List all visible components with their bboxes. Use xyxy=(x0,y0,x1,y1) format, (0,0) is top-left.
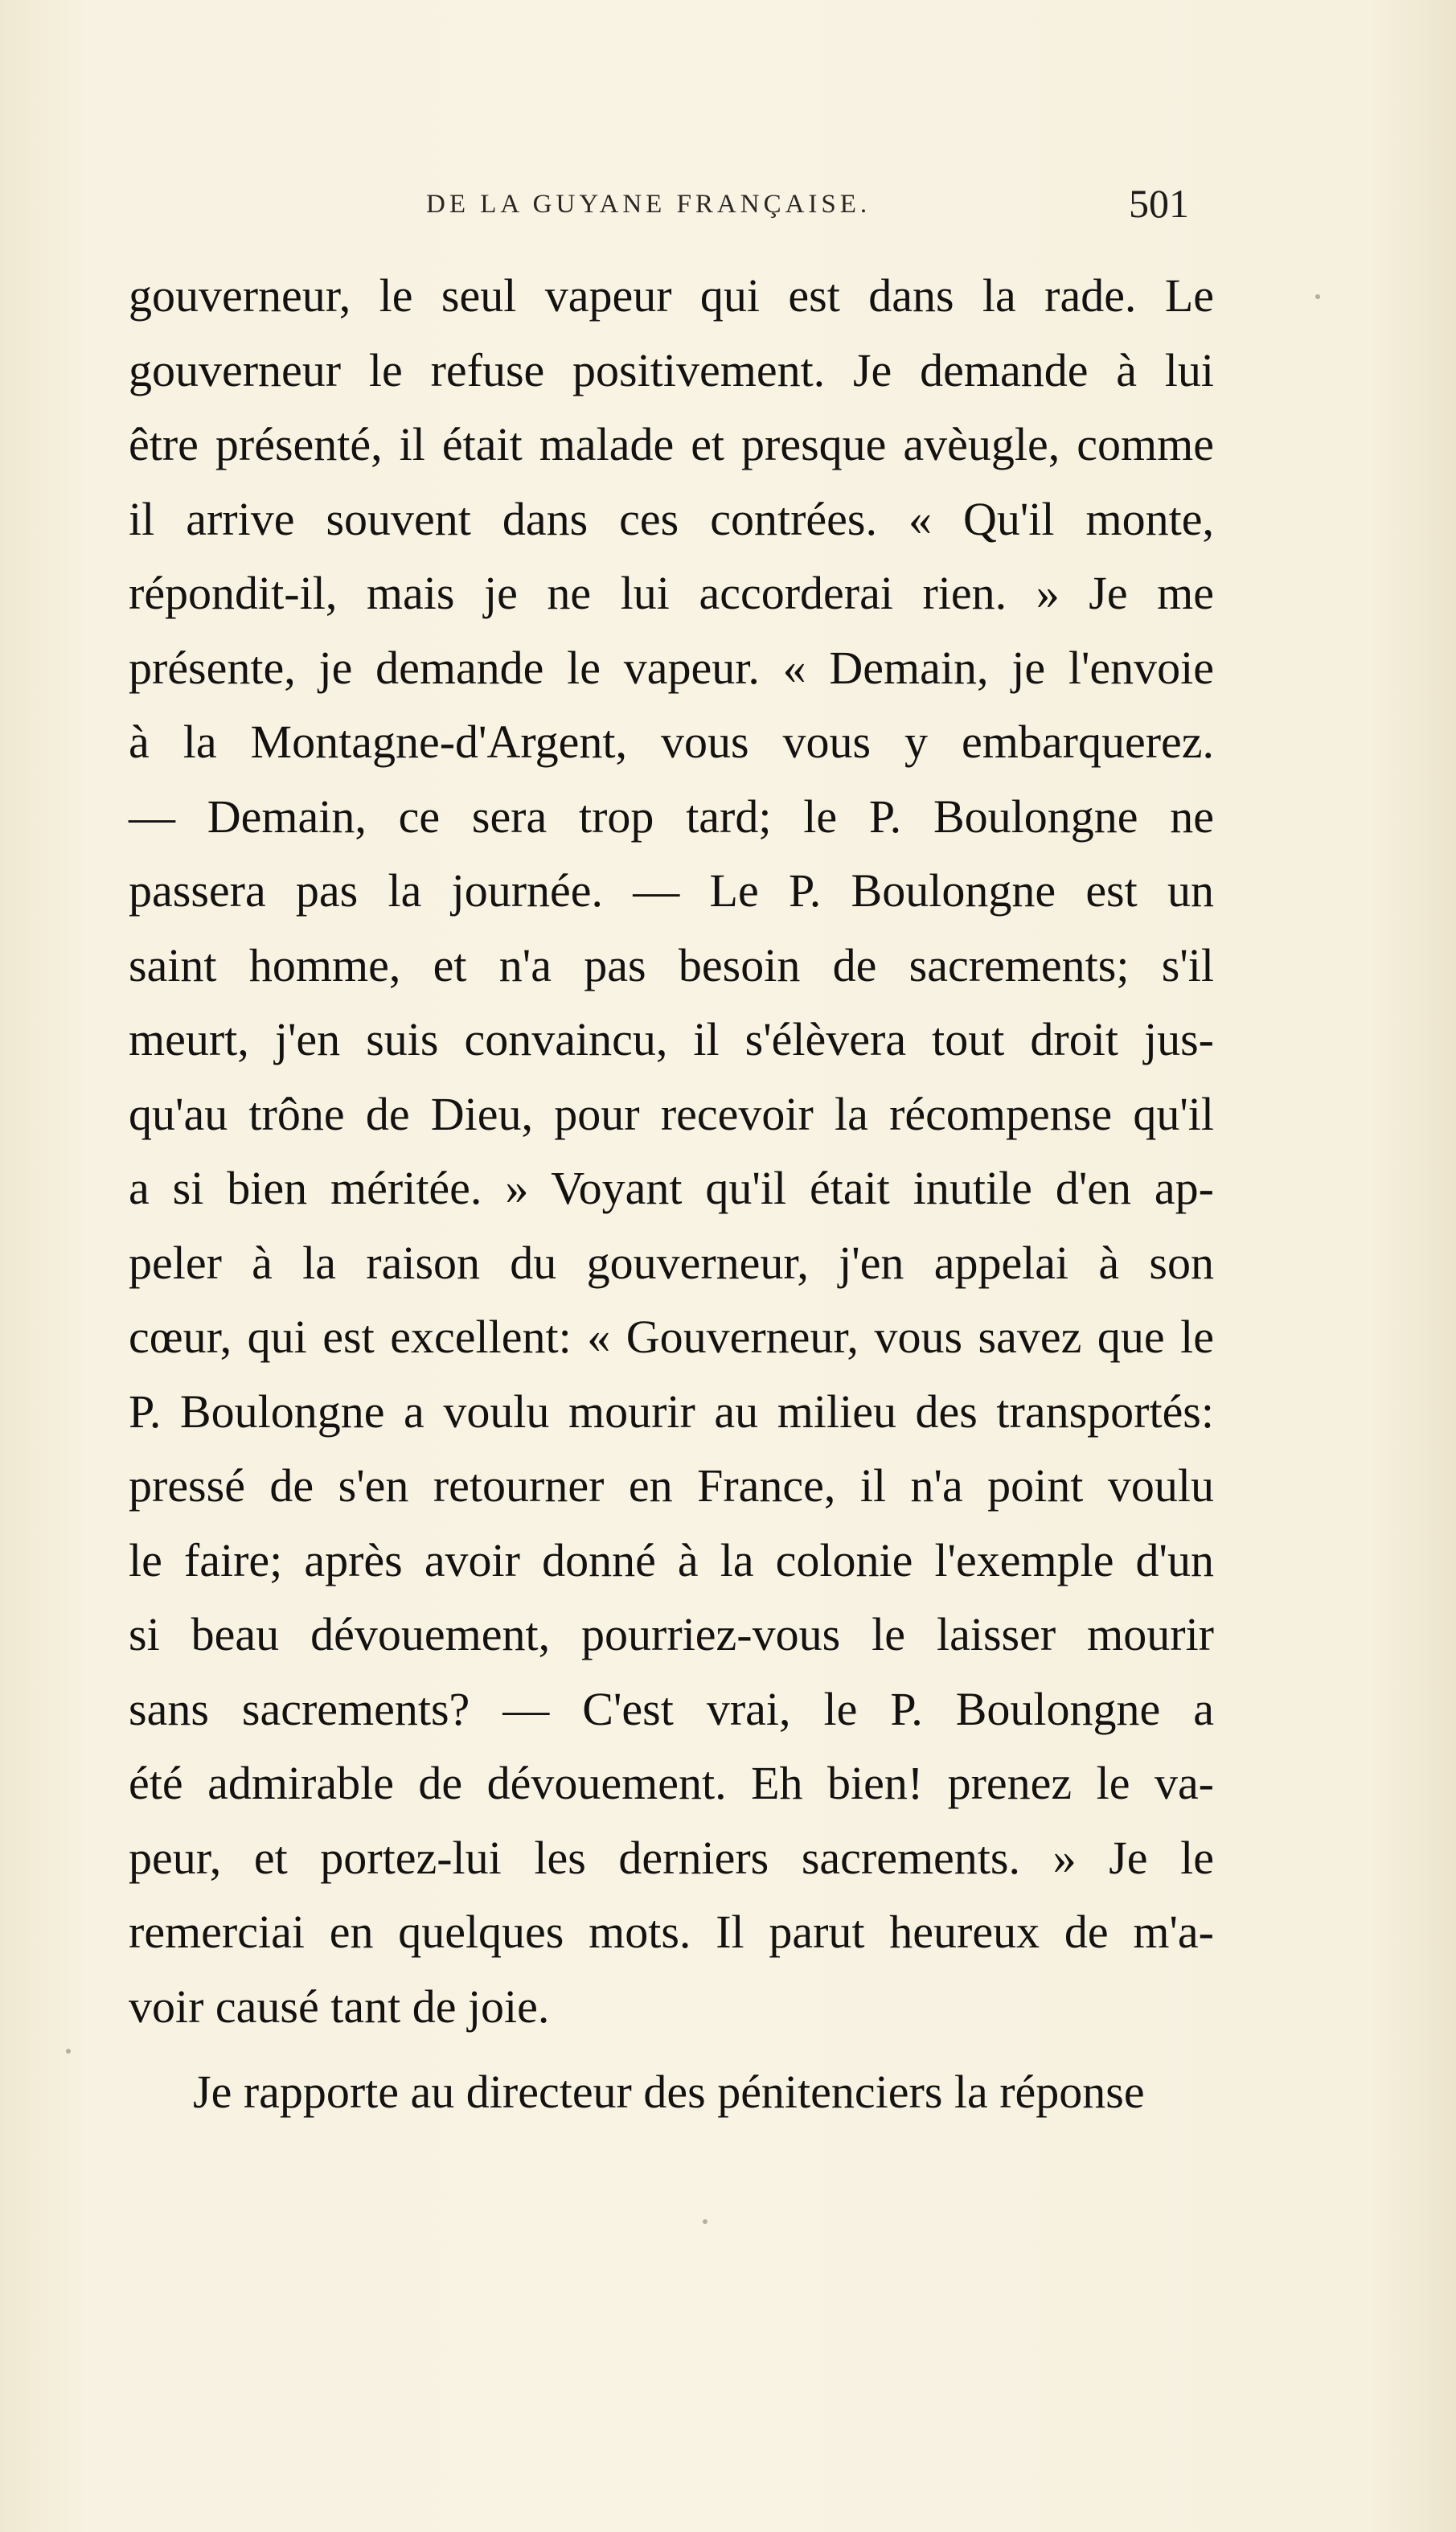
paragraph-first-line: Je rapporte au directeur des pénitenciers la réponse xyxy=(193,2066,1145,2118)
text-line: voir causé tant de joie. xyxy=(129,1980,550,2033)
paper-speck xyxy=(703,2219,707,2224)
paper-speck xyxy=(1315,294,1320,299)
text-line: il arrive souvent dans ces contrées. « Qu'il monte, xyxy=(129,492,1214,545)
text-line: le faire; après avoir donné à la colonie l'exemple d'un xyxy=(129,1533,1214,1586)
text-line: été admirable de dévouement. Eh bien! prenez le va- xyxy=(129,1757,1214,1809)
text-line: a si bien méritée. » Voyant qu'il était inutile d'en ap- xyxy=(129,1162,1214,1214)
text-line: peur, et portez-lui les derniers sacrements. » Je le xyxy=(129,1831,1214,1884)
text-line: pressé de s'en retourner en France, il n'a point voulu xyxy=(129,1459,1214,1512)
text-line: remerciai en quelques mots. Il parut heureux de m'a- xyxy=(129,1906,1214,1958)
paper-speck xyxy=(66,2049,71,2054)
running-title: DE LA GUYANE FRANÇAISE. xyxy=(426,190,872,219)
text-line: saint homme, et n'a pas besoin de sacrements; s'il xyxy=(129,938,1214,991)
text-line: meurt, j'en suis convaincu, il s'élèvera tout droit jus- xyxy=(129,1013,1214,1065)
text-line: gouverneur, le seul vapeur qui est dans la rade. Le xyxy=(129,269,1214,322)
text-line: peler à la raison du gouverneur, j'en appelai à son xyxy=(129,1236,1214,1289)
page-number: 501 xyxy=(1129,181,1189,226)
text-line: à la Montagne-d'Argent, vous vous y embarquerez. xyxy=(129,716,1214,768)
text-line: si beau dévouement, pourriez-vous le laisser mourir xyxy=(129,1608,1214,1660)
text-line: gouverneur le refuse positivement. Je demande à lui xyxy=(129,343,1214,396)
text-line: présente, je demande le vapeur. « Demain, je l'envoie xyxy=(129,641,1214,694)
body-text xyxy=(129,259,1214,2130)
text-line: passera pas la journée. — Le P. Boulongne est un xyxy=(129,864,1214,917)
text-line: qu'au trône de Dieu, pour recevoir la récompense qu'il xyxy=(129,1087,1214,1140)
text-line: P. Boulongne a voulu mourir au milieu des transportés: xyxy=(129,1385,1214,1438)
text-line: sans sacrements? — C'est vrai, le P. Boulongne a xyxy=(129,1682,1214,1735)
text-line: être présenté, il était malade et presque avèugle, comme xyxy=(129,418,1214,470)
text-line: cœur, qui est excellent: « Gouverneur, vous savez que le xyxy=(129,1311,1214,1363)
text-line: — Demain, ce sera trop tard; le P. Boulongne ne xyxy=(129,790,1214,843)
text-line: répondit-il, mais je ne lui accorderai rien. » Je me xyxy=(129,567,1214,619)
